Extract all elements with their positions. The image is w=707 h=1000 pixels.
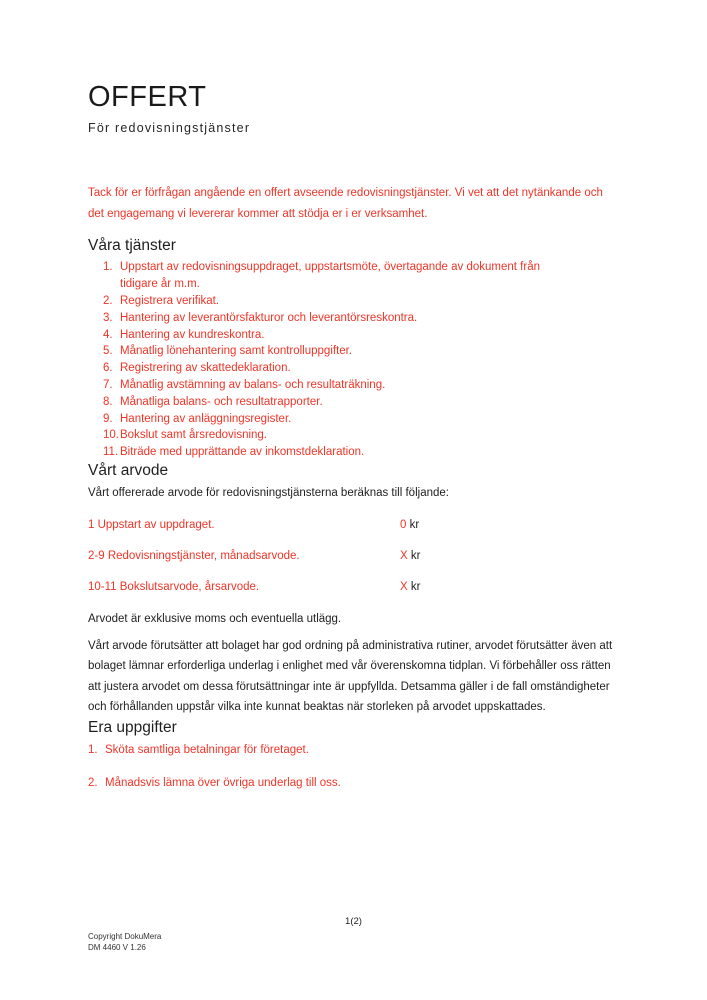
list-item-text: Månatlig avstämning av balans- och resultaträkning. [120, 378, 386, 391]
list-item-text: Uppstart av redovisningsuppdraget, uppstartsmöte, övertagande av dokument från tidigare år m.m. [120, 261, 540, 291]
fee-amount [400, 580, 420, 595]
intro-paragraph: Tack för er förfrågan angående en offert avseende redovisningstjänster. Vi vet att det nytänkande och det engagemang vi levererar kommer att stödja er i er verksamhet. [88, 186, 603, 220]
list-item-number: 2. [88, 776, 98, 789]
fee-row-yearend [88, 580, 622, 595]
list-item-number: 2. [103, 294, 113, 307]
service-item-1 [103, 259, 622, 293]
list-item-text: Hantering av anläggningsregister. [120, 412, 292, 425]
fee-value: X [400, 549, 408, 562]
terms-note: Vårt arvode förutsätter att bolaget har god ordning på administrativa rutiner, arvodet förutsätter även att bolaget lämnar erforderliga underlag i enlighet med vår överenskomna tidplan. Vi förbehåller oss rätten att justera arvodet om dessa förutsättningar inte är uppfyllda. Detsamma gäller i de fall omständigheter och förhållanden uppstår vilka inte kunnat beaktas när storleken på arvodet uppskattades. [88, 639, 613, 714]
list-item-text: Hantering av kundreskontra. [120, 328, 265, 341]
list-item-text: Månatlig lönehantering samt kontrolluppgifter. [120, 345, 353, 358]
page-title: OFFERT [88, 81, 207, 113]
list-item-number: 4. [103, 328, 113, 341]
section-heading-duties: Era uppgifter [88, 718, 177, 736]
service-item-3 [103, 310, 622, 327]
duty-item-2 [88, 776, 622, 791]
list-item-text: Sköta samtliga betalningar för företaget. [105, 743, 309, 756]
fees-intro: Vårt offererade arvode för redovisningstjänsterna beräknas till följande: [88, 486, 449, 499]
fee-unit: kr [406, 518, 420, 531]
fee-row-startup [88, 518, 622, 533]
fee-table [88, 518, 622, 595]
service-item-7 [103, 377, 622, 394]
page-number: 1(2) [345, 916, 362, 927]
duties-list [88, 743, 622, 791]
list-item-number: 6. [103, 362, 113, 375]
fee-unit: kr [407, 580, 421, 593]
services-list [88, 259, 622, 461]
service-item-8 [103, 394, 622, 411]
list-item-text: Månadsvis lämna över övriga underlag till oss. [105, 776, 341, 789]
fee-unit: kr [407, 549, 421, 562]
page-subtitle: För redovisningstjänster [88, 120, 251, 135]
version-line: DM 4460 V 1.26 [88, 942, 146, 952]
list-item-text: Biträde med upprättande av inkomstdeklaration. [120, 446, 365, 459]
list-item-number: 10. [103, 429, 119, 442]
list-item-text: Månatliga balans- och resultatrapporter. [120, 395, 323, 408]
list-item-number: 3. [103, 311, 113, 324]
list-item-text: Bokslut samt årsredovisning. [120, 429, 268, 442]
vat-note: Arvodet är exklusive moms och eventuella utlägg. [88, 612, 342, 625]
fee-value: 0 [400, 518, 407, 531]
service-item-9 [103, 411, 622, 428]
list-item-number: 5. [103, 345, 113, 358]
fee-amount [400, 549, 420, 564]
fee-value: X [400, 580, 408, 593]
list-item-text: Hantering av leverantörsfakturor och leverantörsreskontra. [120, 311, 418, 324]
copyright-line: Copyright DokuMera [88, 932, 162, 941]
duty-item-1 [88, 743, 622, 758]
list-item-number: 1. [88, 743, 98, 756]
service-item-5 [103, 343, 622, 360]
fee-label: 1 Uppstart av uppdraget. [88, 518, 215, 531]
service-item-4 [103, 327, 622, 344]
fee-label: 10-11 Bokslutsarvode, årsarvode. [88, 580, 260, 593]
service-item-6 [103, 360, 622, 377]
fee-label: 2-9 Redovisningstjänster, månadsarvode. [88, 549, 300, 562]
list-item-number: 9. [103, 412, 113, 425]
list-item-number: 7. [103, 378, 113, 391]
list-item-number: 8. [103, 395, 113, 408]
list-item-text: Registrera verifikat. [120, 294, 220, 307]
section-heading-services: Våra tjänster [88, 237, 176, 255]
fee-amount [400, 518, 419, 533]
service-item-11 [103, 444, 622, 461]
section-heading-fees: Vårt arvode [88, 461, 169, 479]
service-item-2 [103, 293, 622, 310]
footer-copyright [88, 932, 161, 953]
list-item-text: Registrering av skattedeklaration. [120, 362, 291, 375]
fee-row-monthly [88, 549, 622, 564]
list-item-number: 1. [103, 261, 113, 274]
service-item-10 [103, 427, 622, 444]
list-item-number: 11. [103, 446, 119, 459]
